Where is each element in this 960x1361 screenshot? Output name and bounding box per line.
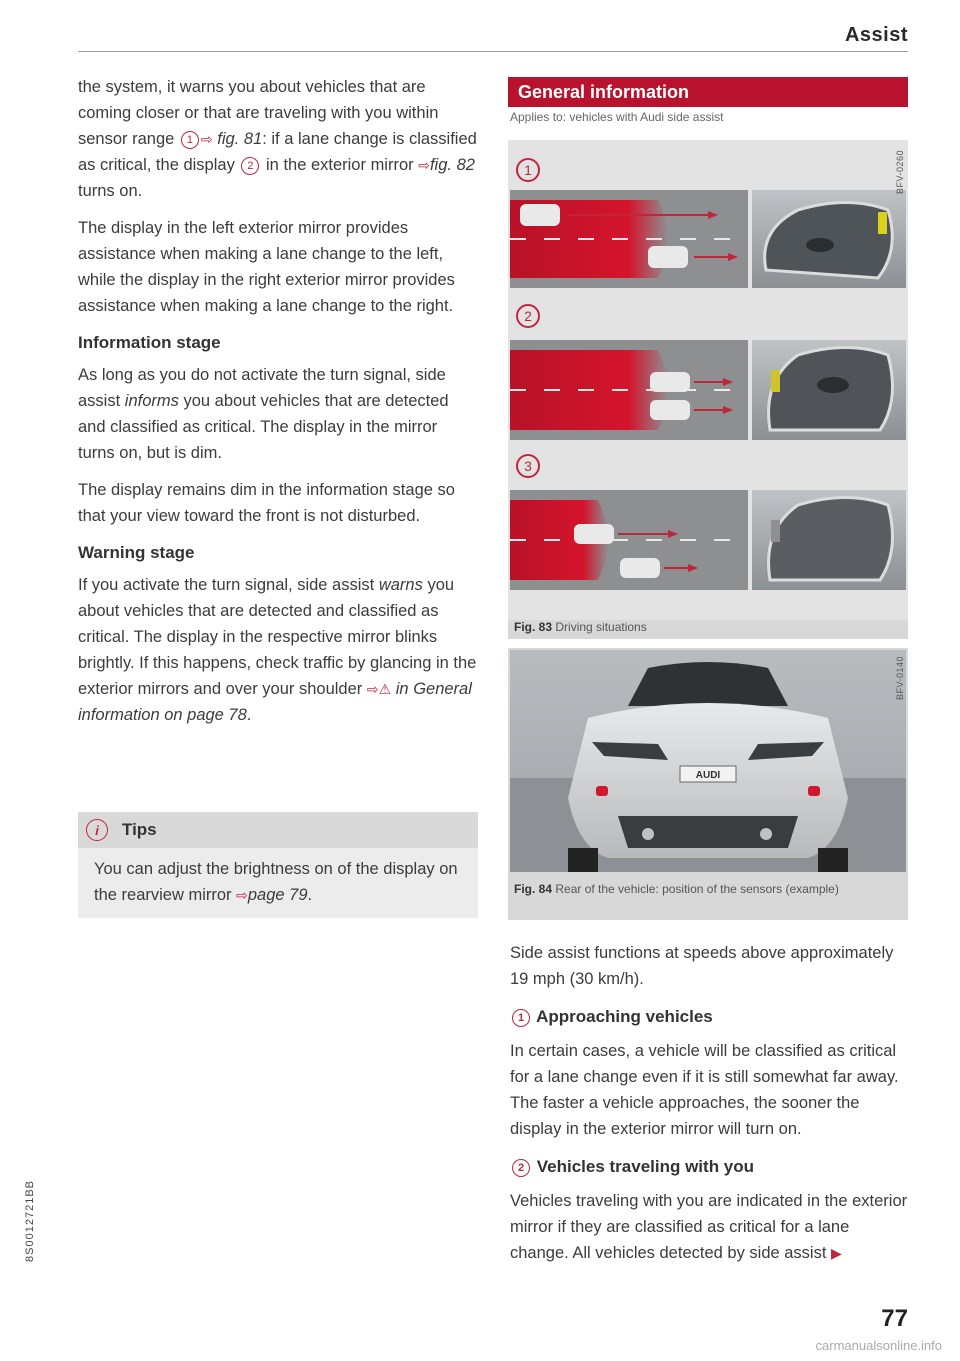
figure-code: BFV-0260 — [895, 150, 905, 195]
heading-warning-stage: Warning stage — [78, 543, 195, 562]
arrow-ref-icon: ⇨ — [366, 681, 379, 697]
page-ref-link[interactable]: in General information on page 78 — [78, 680, 472, 724]
arrow-ref-icon: ⇨ — [236, 887, 248, 903]
fig-ref-link[interactable]: fig. 81 — [217, 130, 263, 148]
right-column — [510, 940, 908, 1278]
svg-text:AUDI: AUDI — [695, 770, 721, 781]
info-icon: i — [86, 819, 108, 841]
heading-approaching-vehicles: 1 Approaching vehicles — [510, 1004, 908, 1030]
paragraph-speed: Side assist functions at speeds above approximately 19 mph (30 km/h). — [510, 944, 894, 988]
marker-1-icon: 1 — [512, 1009, 530, 1027]
marker-2-icon: 2 — [241, 157, 259, 175]
sensor-right — [808, 786, 820, 796]
soft-top — [628, 662, 788, 706]
applies-note: Applies to: vehicles with Audi side assist — [510, 110, 724, 124]
paragraph-approaching: In certain cases, a vehicle will be classified as critical for a lane change even if it is still somewhat far away. The faster a vehicle approaches, the sooner the display in the exterior mirror will turn on. — [510, 1042, 899, 1138]
figure-84-caption: Fig. 84 Rear of the vehicle: position of the sensors (example) — [514, 882, 839, 896]
tips-body: You can adjust the brightness on of the display on the rearview mirror ⇨page 79. — [78, 848, 478, 918]
vehicle-rear-illustration — [508, 648, 908, 874]
paragraph-mirrors: The display in the left exterior mirror provides assistance when making a lane change to the left, while the display in the right exterior mirror provides assistance when making a lane change to the right. — [78, 219, 455, 315]
continue-arrow-icon: ▶ — [831, 1245, 842, 1261]
warning-icon: ⚠ — [378, 681, 392, 697]
tips-box — [78, 812, 478, 918]
figure-code: BFV-0140 — [895, 656, 905, 701]
figure-84 — [508, 648, 908, 920]
paragraph-info-1: As long as you do not activate the turn signal, side assist informs you about vehicles that are detected and classified as critical. The display in the mirror turns on, but is dim. — [78, 366, 449, 462]
page-ref-link[interactable]: page 79 — [247, 886, 308, 904]
section-title: Assist — [844, 24, 908, 46]
svg-text:1: 1 — [524, 162, 532, 178]
paragraph-traveling: Vehicles traveling with you are indicated in the exterior mirror if they are classified as critical for a lane change. All vehicles detected by side assist ▶ — [510, 1192, 908, 1262]
watermark: carmanualsonline.info — [815, 1338, 942, 1353]
section-heading-bar: General information — [508, 77, 908, 107]
svg-text:3: 3 — [524, 458, 532, 474]
figure-83-caption: Fig. 83 Driving situations — [514, 620, 647, 634]
figure-83 — [508, 140, 908, 639]
document-code: 8S0012721BB — [24, 1180, 36, 1262]
heading-vehicles-traveling: 2 Vehicles traveling with you — [510, 1154, 908, 1180]
driving-situations-illustration — [508, 140, 908, 639]
svg-text:2: 2 — [524, 308, 532, 324]
paragraph-info-2: The display remains dim in the information stage so that your view toward the front is not disturbed. — [78, 481, 455, 525]
paragraph-warning: If you activate the turn signal, side assist warns you about vehicles that are detected and classified as critical. The display in the respective mirror blinks brightly. If this happens, check traffic by glancing in the exterior mirrors and over your shoulder ⇨⚠ in General information on page 78. — [78, 576, 477, 724]
page-number: 77 — [881, 1305, 908, 1332]
arrow-ref-icon: ⇨ — [418, 157, 430, 173]
heading-information-stage: Information stage — [78, 333, 221, 352]
tips-label: Tips — [122, 820, 157, 839]
sensor-left — [596, 786, 608, 796]
tips-header — [78, 812, 478, 848]
fig-ref-link[interactable]: fig. 82 — [429, 156, 475, 174]
marker-2-icon: 2 — [512, 1159, 530, 1177]
left-column — [78, 74, 478, 739]
paragraph-intro: the system, it warns you about vehicles that are coming closer or that are traveling with you within sensor range 1 ⇨ fig. 81: if a lane change is classified as critical, the display 2 in the exterior mirror ⇨fig. 82 turns on. — [78, 78, 477, 200]
header-rule — [78, 51, 908, 52]
marker-1-icon: 1 — [181, 131, 199, 149]
arrow-ref-icon: ⇨ — [200, 131, 213, 147]
